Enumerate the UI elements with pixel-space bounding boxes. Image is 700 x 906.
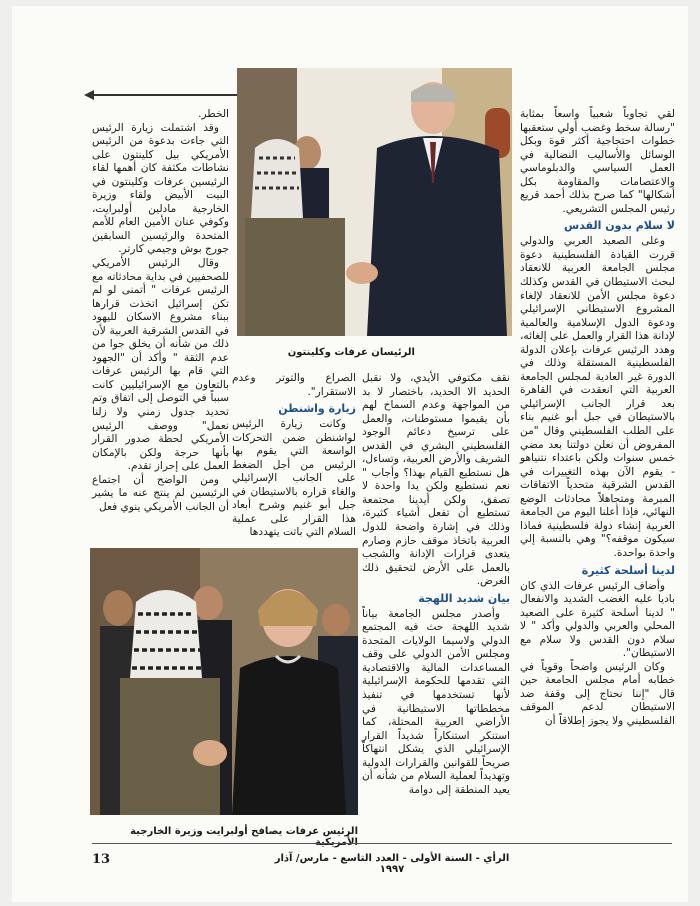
subheading-strong-statement: بيان شديد اللهجة [418, 591, 510, 605]
col1-paragraph-3: وأضاف الرئيس عرفات الذي كان باديا عليه الغضب الشديد والانفعال " لدينا أسلحة كثيرة على الصعيد المحلي والعربي والدولي وأكد " لا سلام دون القدس ولا سلام مع الاستيطان". [520, 579, 675, 660]
col1-paragraph-4: وكان الرئيس واضحاً وقوياً في خطابه أمام مجلس الجامعة حين قال "إننا نحتاج إلى وقفة ضد الاستيطان لدعم الموقف الفلسطيني ولا يجوز إطلاقاً أن [520, 660, 675, 727]
col3-paragraph-1: الصراع والتوتر وعدم الاستقرار". [232, 372, 356, 398]
article-column-2 [362, 372, 510, 797]
col4-paragraph-3: وقال الرئيس الأمريكي للصحفيين في بداية محادثاته مع الرئيس عرفات " أتمنى لو لم تكن إسرائيل اتخذت قرارها ببناء مشروع الاسكان لليهود في القدس الشرقية العربية لأن ذلك من شأنه أن يخلق جوا من عدم الثقة " وأكد أن "الجهود التي قام بها الرئيس عرفات بالتعاون مع الإسرائيليين كانت سبباً في التوصل إلى اتفاق وتم تحديد جدول زمني ولا زلنا نعمل" ووصف الرئيس الأمريكي لحظة صدور القرار بأنها حرجة ولكن بالإمكان العمل على إحراز تقدم. [92, 257, 229, 473]
col1-paragraph-1: لقي تجاوباً شعبياً واسعاً بمثابة "رسالة سخط وغضب أولي ستعقبها خطوات احتجاجية أكثر قوة وبكل الوسائل والأساليب النضالية في العمل السياسي والدبلوماسي والاعتصامات والمقاومة بكل أشكالها" كما صرح بذلك أحمد قريع رئيس المجلس التشريعي. [520, 108, 675, 215]
col2-paragraph-2: وأصدر مجلس الجامعة بياناً شديد اللهجة حث فيه المجتمع الدولي ولاسيما الولايات المتحدة ومجلس الأمن الدولي على وقف المساعدات المالية والاقتصادية التي تقدمها للحكومة الإسرائيلية لأنها تستخدمها في تنفيذ مخططاتها الاستيطانية في الأراضي العربية المحتلة، كما استنكر استنكاراً شديداً القرار الإسرائيلي الذي يشكل انتهاكاً صريحاً للقوانين والقرارات الدولية وتهديداً لعملية السلام من شأنه أن يعيد المنطقة إلى دوامة [362, 607, 510, 796]
article-column-1 [520, 108, 675, 729]
arrow-head-icon [84, 89, 96, 101]
page-number: 13 [92, 852, 111, 867]
col4-paragraph-4: ومن الواضح أن اجتماع الرئيسين لم ينتج عنه ما يشير أن الجانب الأمريكي ينوي فعل [92, 473, 229, 513]
col1-paragraph-2: وعلى الصعيد العربي والدولي قررت القيادة الفلسطينية دعوة مجلس الجامعة العربية للانعقاد لبحث الاستيطان في القدس وكذلك دعوة مجلس الأمن للانعقاد لإلغاء المشروع الاستيطاني الإسرائيلي ودعوة الدول الإسلامية والعالمية لإدانة هذا القرار والعمل على إلغائه، وهدد الرئيس عرفات بإعلان الدولة الفلسطينية المستقلة وذلك في الدورة غير العادية لمجلس الجامعة العربية التي انعقدت في القاهرة بعد قرار الجانب الإسرائيلي بالاستيطان في جبل أبو غنيم بناء على الطلب الفلسطيني وقال "من المفروض أن نعلن دولتنا بعد مضي خمس سنوات ولكن باعتداء نتنياهو - يقوم الآن بهذه التغييرات في القدس الشرقية متحدياً الاتفاقات المبرمة ومتجاهلاً محادثات الوضع النهائي، فإذا أعلنا اليوم من الجامعة العربية إنشاء دولة فلسطينية فماذا سيكون موقفه؟" وهي بالنسبة إلي واحدة بواحدة. [520, 235, 675, 559]
footer-rule [92, 843, 672, 844]
article-column-3 [232, 372, 356, 540]
caption-bottom-photo: الرئيس عرفات يصافح أولبرايت وزيرة الخارجية [130, 826, 358, 837]
subheading-no-peace-without-jerusalem: لا سلام بدون القدس [564, 219, 675, 233]
col4-paragraph-2: وقد اشتملت زيارة الرئيس التي جاءت بدعوة من الرئيس الأمريكي بيل كلينتون على نشاطات مكثفة كان أهمها لقاء الرئيسين عرفات وكلينتون في البيت الأبيض ولقاء وزيرة الخارجية مادلين أولبرايت، وكوفي عنان الأمين العام للأمم المتحدة والرئيسين السابقين جورج بوش وجيمي كارتر. [92, 121, 229, 256]
subheading-many-weapons: لدينا أسلحة كثيرة [581, 563, 675, 577]
col4-paragraph-1: الخطر. [198, 108, 229, 120]
issue-info: الرأي - السنة الأولى - العدد التاسع - مارس/ آذار ١٩٩٧ [274, 853, 510, 875]
subheading-washington-visit: زيارة واشنطن [278, 402, 356, 416]
photo-arafat-clinton [237, 68, 512, 336]
col3-paragraph-2: وكانت زيارة الرئيس لواشنطن ضمن التحركات الواسعة التي يقوم بها الرئيس من أجل الضغط على الجانب الإسرائيلي والغاء قراره بالاستيطان في جبل أبو غنيم وشرح أبعاد هذا القرار على عملية السلام التي باتت يتهددها [232, 418, 356, 539]
top-arrow-rule [92, 94, 237, 96]
caption-top-photo: الرئيسان عرفات وكلينتون [287, 347, 415, 358]
col2-paragraph-1: نقف مكتوفي الأيدي، ولا نقبل الحديد الا الحديد، باختصار لا بد من المواجهة وعدم السماح لهم بأن يقيموا مستوطنات، والعمل على ترسيخ دعائم الوجود الفلسطيني البشري في القدس الشريف والأرض العربية، وتساءل، هل نستطيع القيام بهذا؟ وأجاب " نعم نستطيع ولكن يدا واحدة لا تصفق، ولكن أيدينا مجتمعة تستطيع أن تفعل أشياء كثيرة، وذلك في إشارة واضحة للدول العربية باتخاذ موقف حازم وصارم يتعدى قرارات الإدانة والشجب بالعمل على الأرض لتحقيق ذلك الغرض. [362, 372, 510, 588]
article-column-4 [92, 108, 229, 514]
photo-arafat-albright [90, 548, 358, 815]
